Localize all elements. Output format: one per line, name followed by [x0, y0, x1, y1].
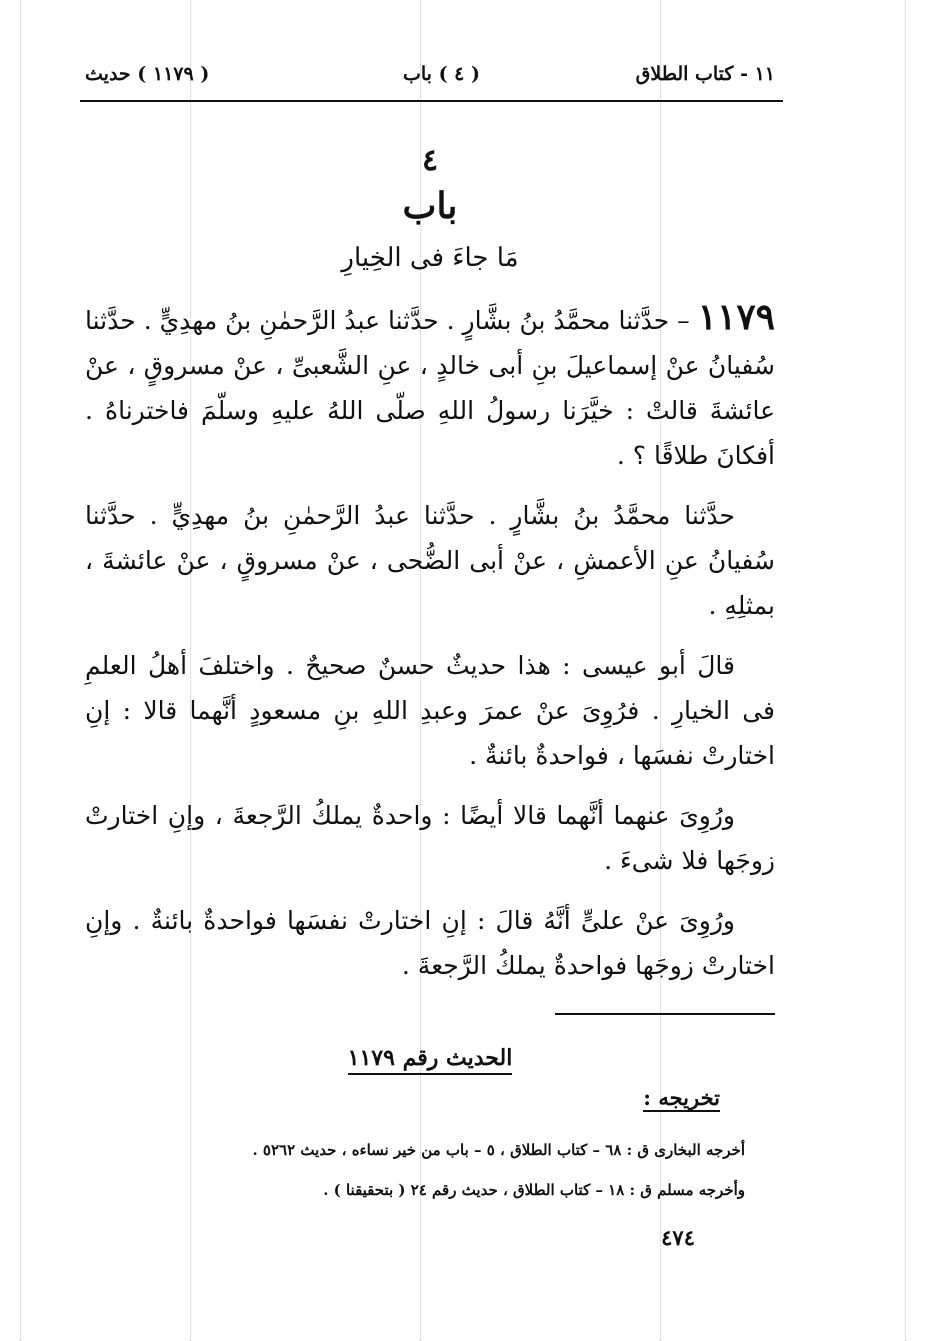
paragraph: قالَ أبو عيسى : هذا حديثٌ حسنٌ صحيحٌ . واختلفَ أهلُ العلمِ فى الخيارِ . فرُوِىَ عنْ عمرَ وعبدِ اللهِ بنِ مسعودٍ أنَّهما قالا : إنِ اختارتْ نفسَها ، فواحدةٌ بائنةٌ .: [85, 651, 775, 770]
chapter-title: مَا جاءَ فى الخِيارِ: [341, 243, 519, 273]
note-title: [85, 1045, 775, 1071]
hadith-line: – حدَّثنا محمَّدُ بنُ بشَّارٍ . حدَّثنا عبدُ الرَّحمٰنِ بنُ مهدِيٍّ .: [143, 306, 690, 335]
hadith-line: حدَّثنا سُفيانُ عنْ إسماعيلَ بنِ أبى خالدٍ ، عنِ الشَّعبىِّ ، عنْ مسروقٍ ،: [85, 306, 775, 380]
hadith-number: ١١٧٩: [697, 296, 776, 338]
takhrij-text: تخريجه :: [643, 1085, 720, 1110]
hadith-label: ( ١١٧٩ ) حديث: [85, 63, 210, 85]
reference-lines: [85, 1130, 745, 1210]
chapter-number: ٤: [421, 143, 439, 178]
book-title: ١١ - كتاب الطلاق: [635, 63, 775, 85]
chapter-word: باب: [402, 185, 458, 227]
page: [85, 55, 775, 1295]
paragraph: ورُوِىَ عنْ علىٍّ أنَّهُ قالَ : إنِ اختارتْ نفسَها فواحدةٌ بائنةٌ . وإنِ اختارتْ زوجَها فواحدةٌ يملكُ الرَّجعةَ .: [85, 906, 775, 980]
hadith-line: أفكانَ طلاقًا ؟ .: [616, 441, 775, 470]
chapter-label: ( ٤ ) باب: [402, 63, 480, 85]
reference-line: وأخرجه مسلم ق : ١٨ – كتاب الطلاق ، حديث رقم ٢٤ ( بتحقيقنا ) .: [323, 1181, 745, 1199]
note-title-text: الحديث رقم ١١٧٩: [348, 1045, 513, 1075]
running-head: [85, 63, 775, 97]
paragraph: ورُوِىَ عنهما أنَّهما قالا أيضًا : واحدةٌ يملكُ الرَّجعةَ ، وإنِ اختارتْ زوجَها فلا شىءَ .: [85, 801, 775, 875]
hadith-line: عنْ عائشةَ قالتْ : خيَّرَنا رسولُ اللهِ صلّى اللهُ عليهِ وسلّمَ فاخترناهُ .: [85, 351, 775, 425]
reference-line: أخرجه البخارى ق : ٦٨ – كتاب الطلاق ، ٥ – باب من خير نساءه ، حديث ٥٢٦٢ .: [252, 1141, 745, 1159]
hadith-paragraph: [85, 295, 775, 478]
takhrij-heading: [643, 1085, 720, 1110]
header-rule: [80, 100, 783, 102]
footnote-separator: [555, 1013, 775, 1015]
page-number: ٤٧٤: [661, 1225, 695, 1250]
body-text: [85, 295, 775, 1003]
paragraph: حدَّثنا محمَّدُ بنُ بشَّارٍ . حدَّثنا عبدُ الرَّحمٰنِ بنُ مهدِيٍّ . حدَّثنا سُفيانُ عنِ الأعمشِ ، عنْ أبى الضُّحى ، عنْ مسروقٍ ، عنْ عائشةَ ، بمثلِهِ .: [85, 501, 775, 620]
